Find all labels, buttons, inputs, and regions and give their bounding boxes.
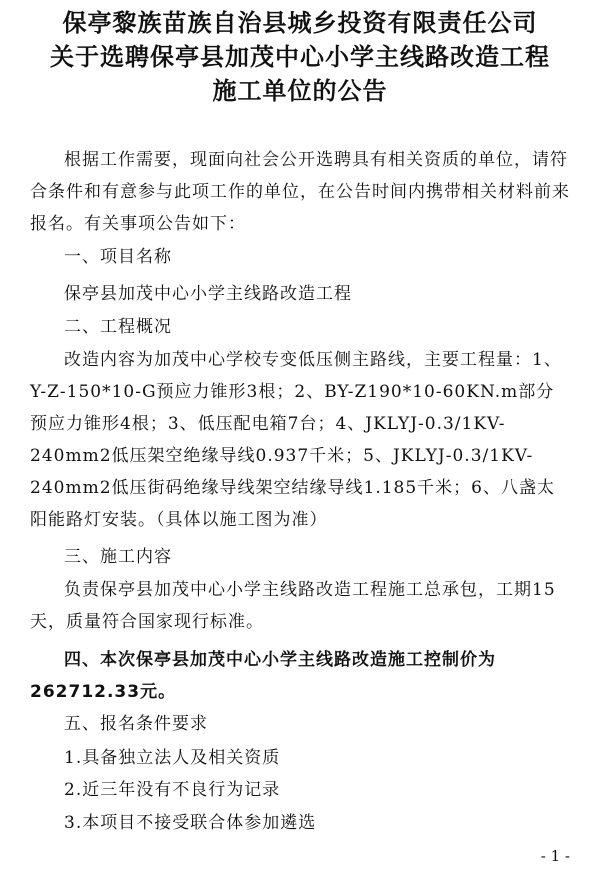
section-2-heading: 二、工程概况 bbox=[64, 317, 172, 337]
requirement-item-3: 3.本项目不接受联合体参加遴选 bbox=[64, 813, 317, 833]
document-title-line-2: 关于选聘保亭县加茂中心小学主线路改造工程 bbox=[50, 43, 550, 71]
section-5-heading: 五、报名条件要求 bbox=[64, 714, 208, 734]
page-number: - 1 - bbox=[540, 847, 570, 865]
section-3-heading: 三、施工内容 bbox=[64, 547, 172, 567]
section-2-content: 改造内容为加茂中心学校专变低压侧主路线，主要工程量：1、Y-Z-150*10-G预应力锥形3根；2、BY-Z190*10-60KN.m部分预应力锥形4根；3、低压配电箱7台；4、JKLYJ-0.3/1KV-240mm2低压架空绝缘导线0.937千米；5、JKLYJ-0.3/1KV-240mm2低压街码绝缘导线架空结缘导线1.185千米；6、八盏太阳能路灯安装。（具体以施工图为准） bbox=[30, 350, 562, 530]
section-1-heading: 一、项目名称 bbox=[64, 247, 172, 267]
requirement-item-2: 2.近三年没有不良行为记录 bbox=[64, 780, 281, 800]
document-title-line-1: 保亭黎族苗族自治县城乡投资有限责任公司 bbox=[62, 9, 538, 37]
section-4-control-price: 四、本次保亭县加茂中心小学主线路改造施工控制价为262712.33元。 bbox=[30, 650, 496, 702]
requirement-item-1: 1.具备独立法人及相关资质 bbox=[64, 748, 281, 768]
intro-paragraph: 根据工作需要，现面向社会公开选聘具有相关资质的单位，请符合条件和有意参与此项工作的单位，在公告时间内携带相关材料前来报名。有关事项公告如下： bbox=[30, 150, 570, 234]
section-3-content: 负责保亭县加茂中心小学主线路改造工程施工总承包，工期15天，质量符合国家现行标准。 bbox=[30, 580, 556, 632]
section-1-content: 保亭县加茂中心小学主线路改造工程 bbox=[64, 284, 352, 304]
document-title-line-3: 施工单位的公告 bbox=[212, 77, 388, 105]
